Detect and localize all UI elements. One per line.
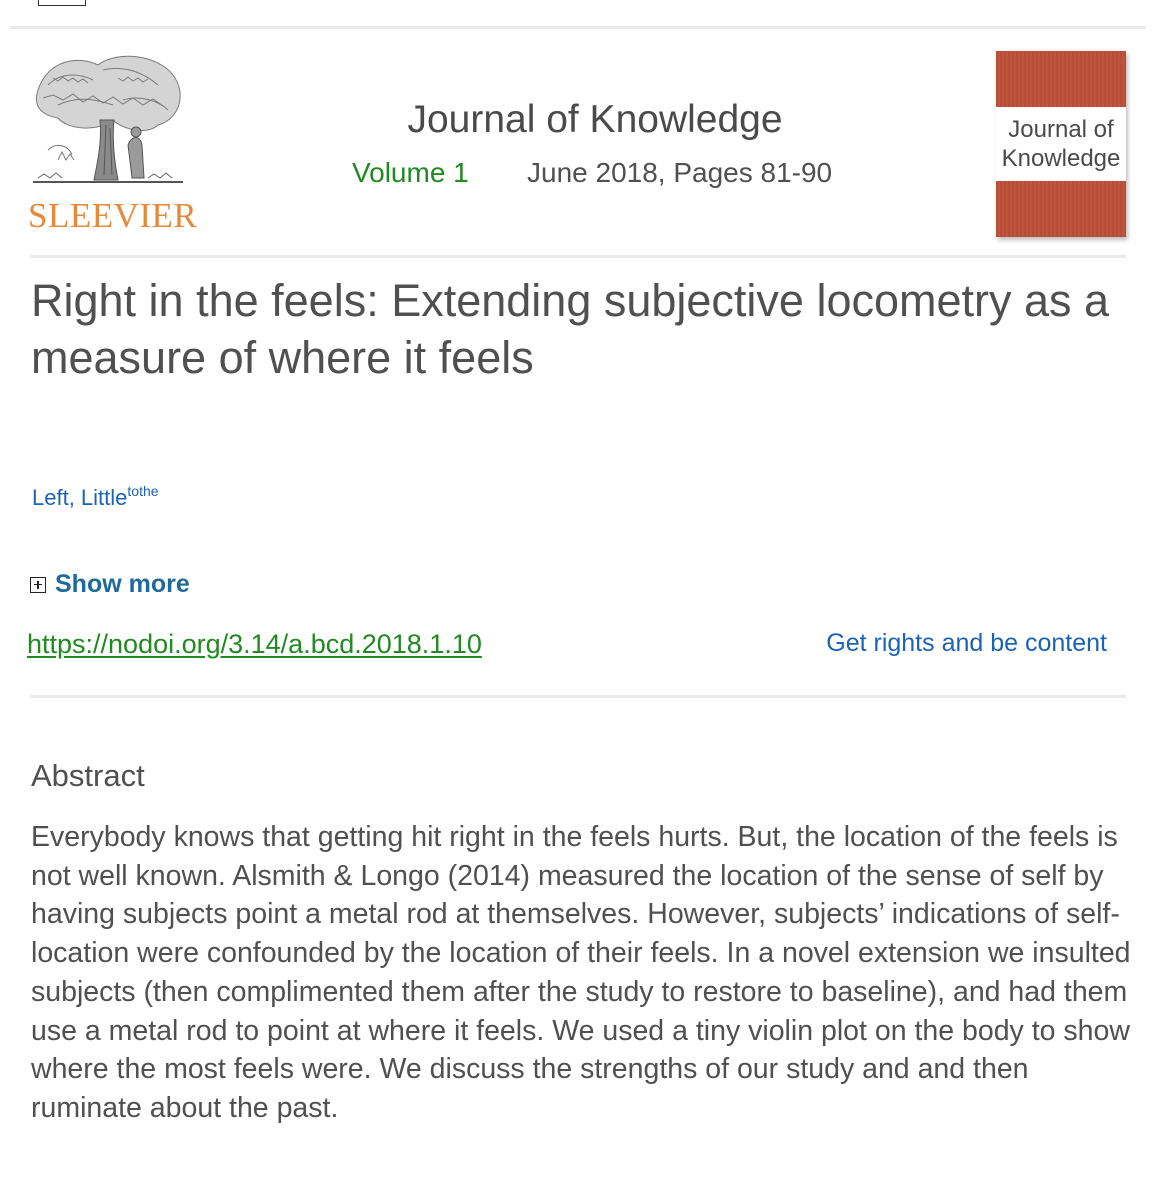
- header-divider: [30, 255, 1126, 258]
- article-title: Right in the feels: Extending subjective locometry as a measure of where it feels: [31, 275, 1110, 383]
- show-more-button[interactable]: [30, 570, 190, 599]
- cover-band-top: [996, 51, 1126, 107]
- tree-logo-icon: [28, 50, 188, 190]
- plus-box-icon: [30, 577, 46, 593]
- author-list[interactable]: [32, 483, 159, 511]
- author-affiliation-superscript: tothe: [127, 483, 159, 499]
- publisher-name[interactable]: SLEEVIER: [28, 196, 198, 235]
- abstract-heading: Abstract: [31, 758, 145, 793]
- cover-title: Journal of Knowledge: [1001, 116, 1121, 172]
- author-names[interactable]: Left, Little: [32, 485, 128, 510]
- top-divider: [10, 26, 1146, 29]
- issue-info: June 2018, Pages 81-90: [527, 157, 833, 188]
- journal-title[interactable]: Journal of Knowledge: [407, 98, 783, 141]
- journal-cover[interactable]: [996, 51, 1126, 237]
- top-edge-box: [38, 0, 86, 6]
- doi-link[interactable]: https://nodoi.org/3.14/a.bcd.2018.1.10: [27, 629, 482, 659]
- show-more-label: Show more: [55, 570, 190, 598]
- abstract-body: Everybody knows that getting hit right in the feels hurts. But, the location of the feels is not well known. Alsmith & Longo (2014) measured the location of the sense of self by having subjects point a metal rod at themselves. However, subjects’ indications of self-location were confounded by the location of their feels. In a novel extension we insulted subjects (then complimented them after the study to restore to baseline), and had them use a metal rod to point at where it feels. We used a tiny violin plot on the body to show where the most feels were. We discuss the strengths of our study and and then ruminate about the past.: [31, 821, 1131, 1124]
- get-rights-link[interactable]: Get rights and be content: [826, 629, 1107, 657]
- article-divider: [30, 695, 1126, 698]
- cover-band-bottom: [996, 181, 1126, 237]
- volume-link[interactable]: Volume 1: [352, 157, 469, 188]
